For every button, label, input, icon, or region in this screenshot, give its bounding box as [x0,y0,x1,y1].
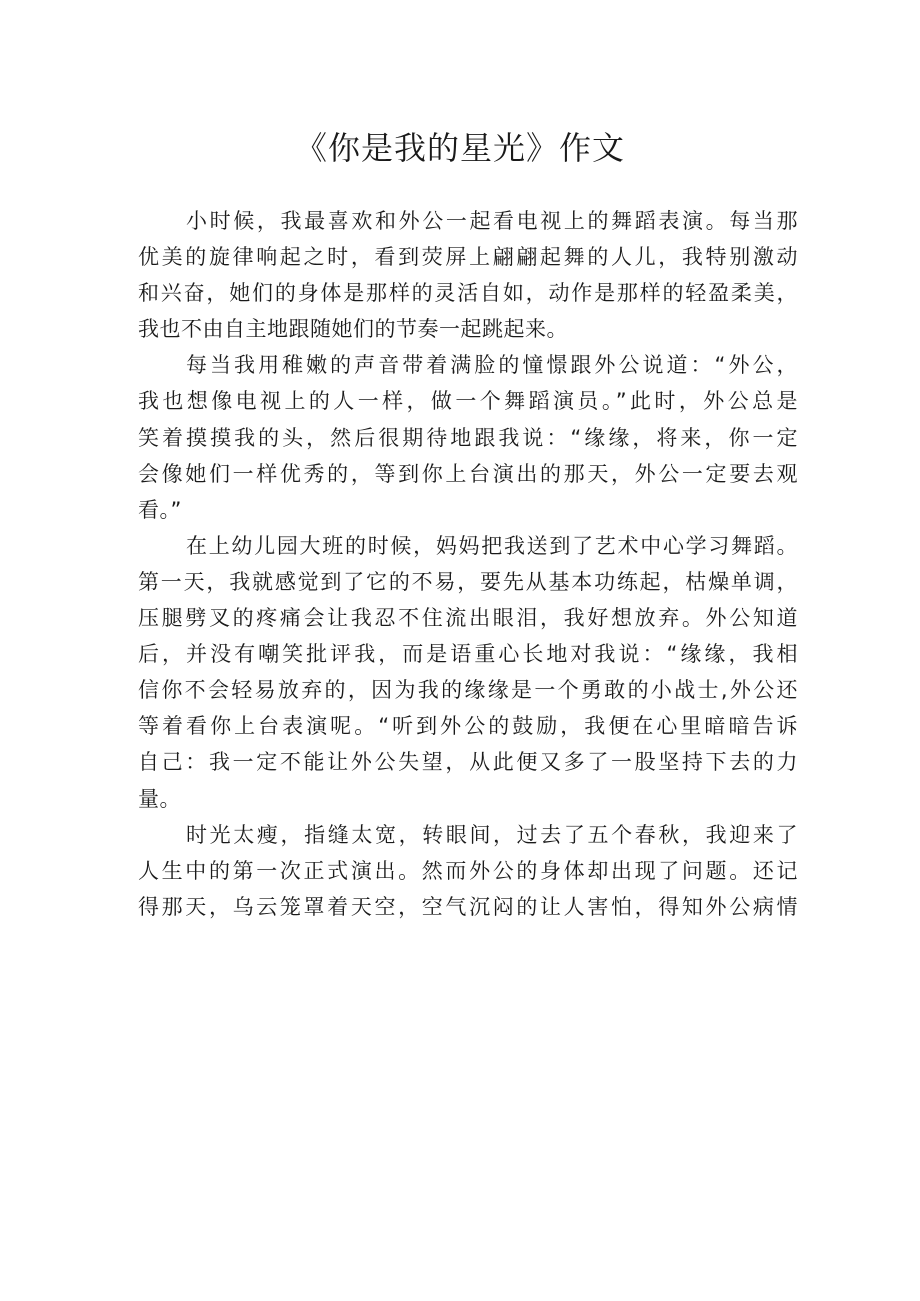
text-line: 我也想像电视上的人一样，做一个舞蹈演员。”此时，外公总是 [138,389,798,414]
text-line: 在上幼儿园大班的时候，妈妈把我送到了艺术中心学习舞蹈。 [186,533,798,558]
text-line: 优美的旋律响起之时，看到荧屏上翩翩起舞的人儿，我特别激动 [138,245,798,270]
text-line: 和兴奋，她们的身体是那样的灵活自如，动作是那样的轻盈柔美， [138,281,798,306]
text-line: 会像她们一样优秀的，等到你上台演出的那天，外公一定要去观 [138,461,798,486]
text-line: 压腿劈叉的疼痛会让我忍不住流出眼泪，我好想放弃。外公知道 [138,606,798,631]
text-line: 后，并没有嘲笑批评我，而是语重心长地对我说：“缘缘，我相 [138,642,798,667]
text-line: 笑着摸摸我的头，然后很期待地跟我说：“缘缘，将来，你一定 [138,425,798,450]
document-title: 《你是我的星光》作文 [294,129,625,167]
text-line: 量。 [138,786,181,811]
text-line: 自己：我一定不能让外公失望，从此便又多了一股坚持下去的力 [138,750,798,775]
document-body [138,203,798,925]
paragraph-4 [138,817,798,925]
text-line: 等着看你上台表演呢。“听到外公的鼓励，我便在心里暗暗告诉 [138,714,798,739]
text-line: 第一天，我就感觉到了它的不易，要先从基本功练起，枯燥单调， [138,569,798,594]
text-line: 人生中的第一次正式演出。然而外公的身体却出现了问题。还记 [138,858,798,883]
text-line: 每当我用稚嫩的声音带着满脸的憧憬跟外公说道：“外公， [186,353,798,378]
paragraph-2 [138,347,798,527]
text-line: 我也不由自主地跟随她们的节奏一起跳起来。 [138,317,568,342]
text-line: 得那天，乌云笼罩着天空，空气沉闷的让人害怕，得知外公病情 [138,894,798,919]
text-line: 看。” [138,497,182,522]
paragraph-1 [138,203,798,347]
text-line: 时光太瘦，指缝太宽，转眼间，过去了五个春秋，我迎来了 [186,822,798,847]
text-line: 信你不会轻易放弃的，因为我的缘缘是一个勇敢的小战士,外公还 [138,678,798,703]
paragraph-3 [138,528,798,817]
text-line: 小时候，我最喜欢和外公一起看电视上的舞蹈表演。每当那 [186,209,798,233]
